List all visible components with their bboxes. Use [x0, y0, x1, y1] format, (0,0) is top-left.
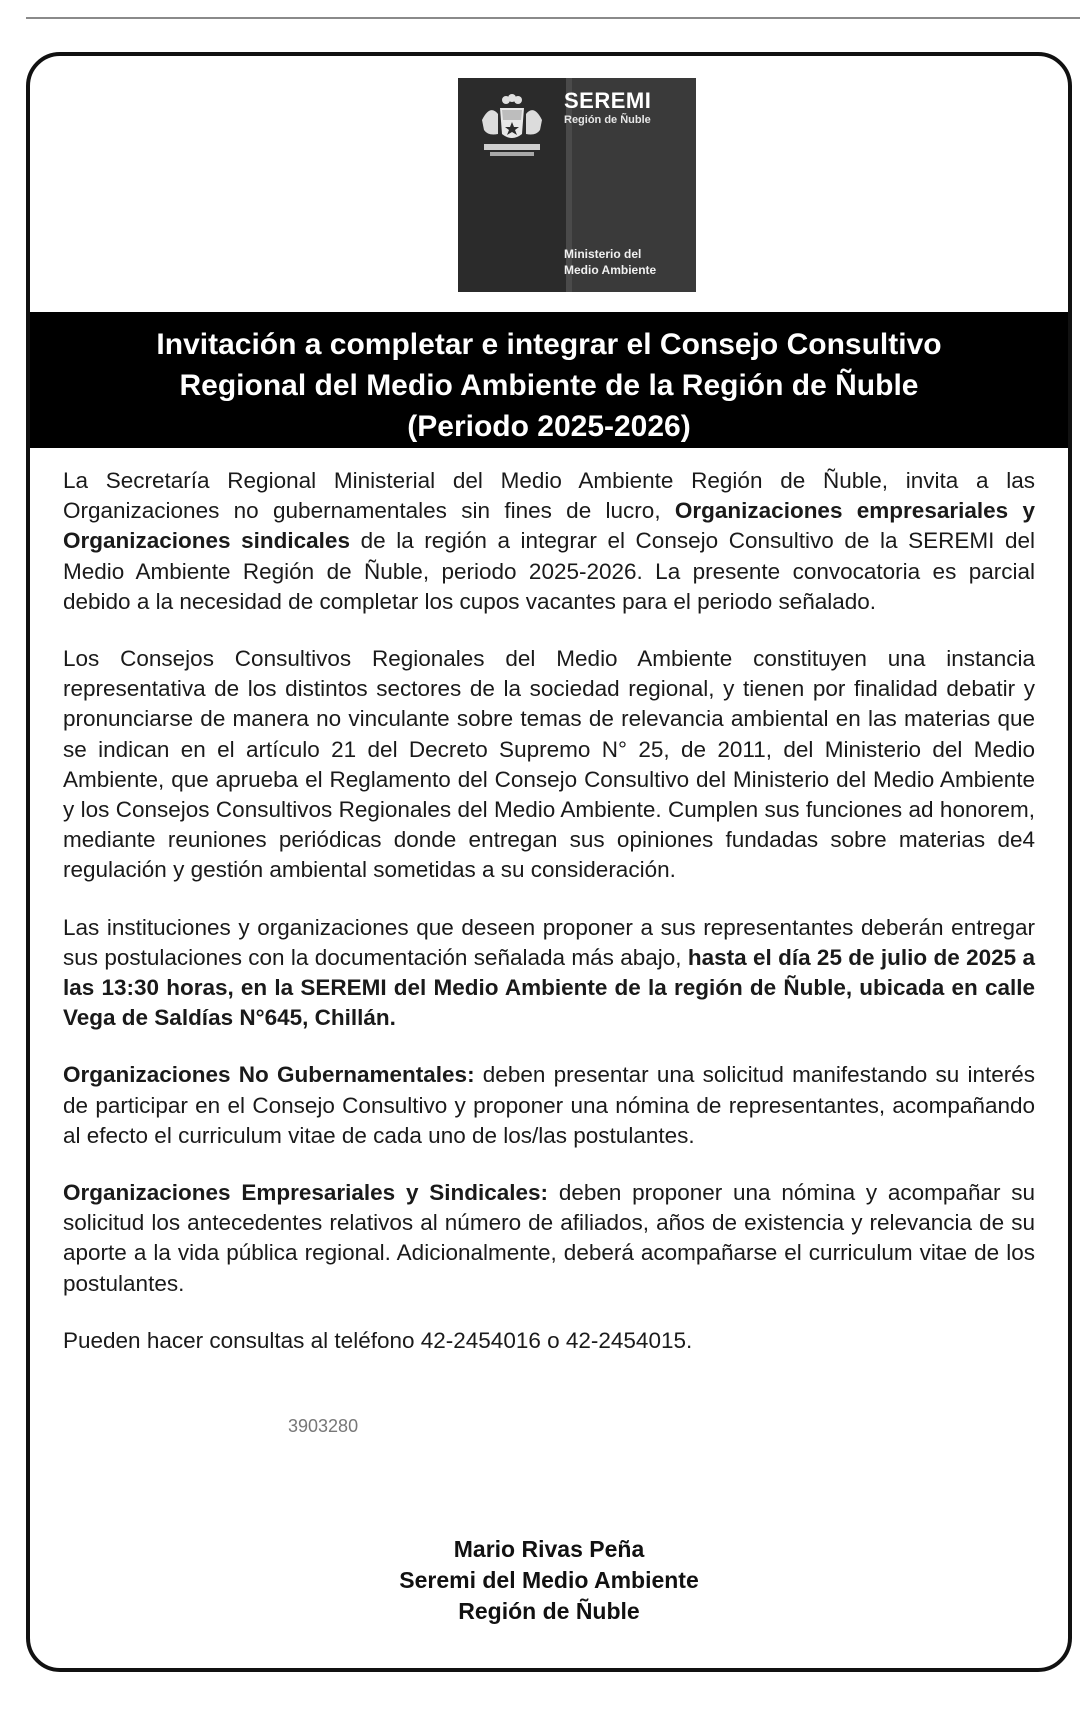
paragraph-contact: Pueden hacer consultas al teléfono 42-2454016 o 42-2454015. [63, 1327, 693, 1353]
p3-bold: hasta el día 25 de julio de 2025 a las 13:30 horas, en la SEREMI del Medio Ambiente de la región de Ñuble, ubicada en calle Vega de Saldías N°645, Chillán. [63, 944, 1035, 1031]
top-divider [26, 17, 1080, 19]
notice-body [63, 466, 1035, 1383]
paragraph-business-unions [63, 1178, 1035, 1299]
paragraph-ngo [63, 1060, 1035, 1151]
signature-region: Región de Ñuble [458, 1598, 640, 1624]
seremi-logo [458, 78, 696, 292]
paragraph-deadline [63, 913, 1035, 1034]
notice-frame [26, 52, 1072, 1672]
logo-ministry-line1: Ministerio del [564, 247, 642, 261]
logo-seremi-text: SEREMI [564, 88, 652, 113]
logo-emblem-panel [458, 78, 566, 292]
p4-text: deben presentar una solicitud manifestando su interés de participar en el Consejo Consultivo y proponer una nómina de representantes, acompañando al efecto el curriculum vitae de cada uno de los/las postulantes. [63, 1062, 1035, 1148]
p5-text: deben proponer una nómina y acompañar su solicitud los antecedentes relativos al número de afiliados, años de existencia y relevancia de su aporte a la vida pública regional. Adicionalmente, deberá acompañarse el curriculum vitae de los postulantes. [63, 1180, 1036, 1296]
title-line-3: (Periodo 2025-2026) [407, 410, 691, 443]
p4-bold: Organizaciones No Gubernamentales: [63, 1062, 475, 1088]
logo-ministry-text [564, 246, 656, 278]
chile-coat-of-arms-icon [472, 90, 552, 160]
p3-text: Las instituciones y organizaciones que deseen proponer a sus representantes deberán entregar sus postulaciones con la documentación señalada más abajo, [63, 914, 1035, 970]
title-line-2: Regional del Medio Ambiente de la Región de Ñuble [179, 369, 919, 402]
paragraph-councils: Los Consejos Consultivos Regionales del Medio Ambiente constituyen una instancia representativa de los distintos sectores de la sociedad regional, y tienen por finalidad debatir y pronunciarse de manera no vinculante sobre temas de relevancia ambiental en las materias que se indican en el artículo 21 del Decreto Supremo N° 25, de 2011, del Ministerio del Medio Ambiente, que aprueba el Reglamento del Consejo Consultivo del Ministerio del Medio Ambiente y los Consejos Consultivos Regionales del Medio Ambiente. Cumplen sus funciones ad honorem, mediante reuniones periódicas donde entregan sus opiniones fundadas sobre materias de4 regulación y gestión ambiental sometidas a su consideración. [63, 646, 1035, 883]
signature-position: Seremi del Medio Ambiente [399, 1567, 699, 1593]
ad-number-stamp: 3903280 [288, 1416, 359, 1436]
title-line-1: Invitación a completar e integrar el Consejo Consultivo [156, 328, 942, 361]
signature-block [30, 1534, 1068, 1627]
p1-bold: Organizaciones empresariales y Organizaciones sindicales [63, 498, 1035, 554]
p5-bold: Organizaciones Empresariales y Sindicales: [63, 1180, 549, 1206]
p1-text-end: de la región a integrar el Consejo Consultivo de la SEREMI del Medio Ambiente Región de Ñuble, periodo 2025-2026. La presente convocatoria es parcial debido a la necesidad de completar los cupos vacantes para el periodo señalado. [63, 528, 1035, 614]
paragraph-invitation [63, 466, 1035, 617]
logo-ministry-line2: Medio Ambiente [564, 263, 657, 277]
logo-region-text: Región de Ñuble [564, 114, 651, 126]
title-banner [30, 312, 1068, 448]
signature-name: Mario Rivas Peña [453, 1536, 645, 1562]
p1-text: La Secretaría Regional Ministerial del Medio Ambiente Región de Ñuble, invita a las Organizaciones no gubernamentales sin fines de lucro, [63, 468, 1035, 524]
